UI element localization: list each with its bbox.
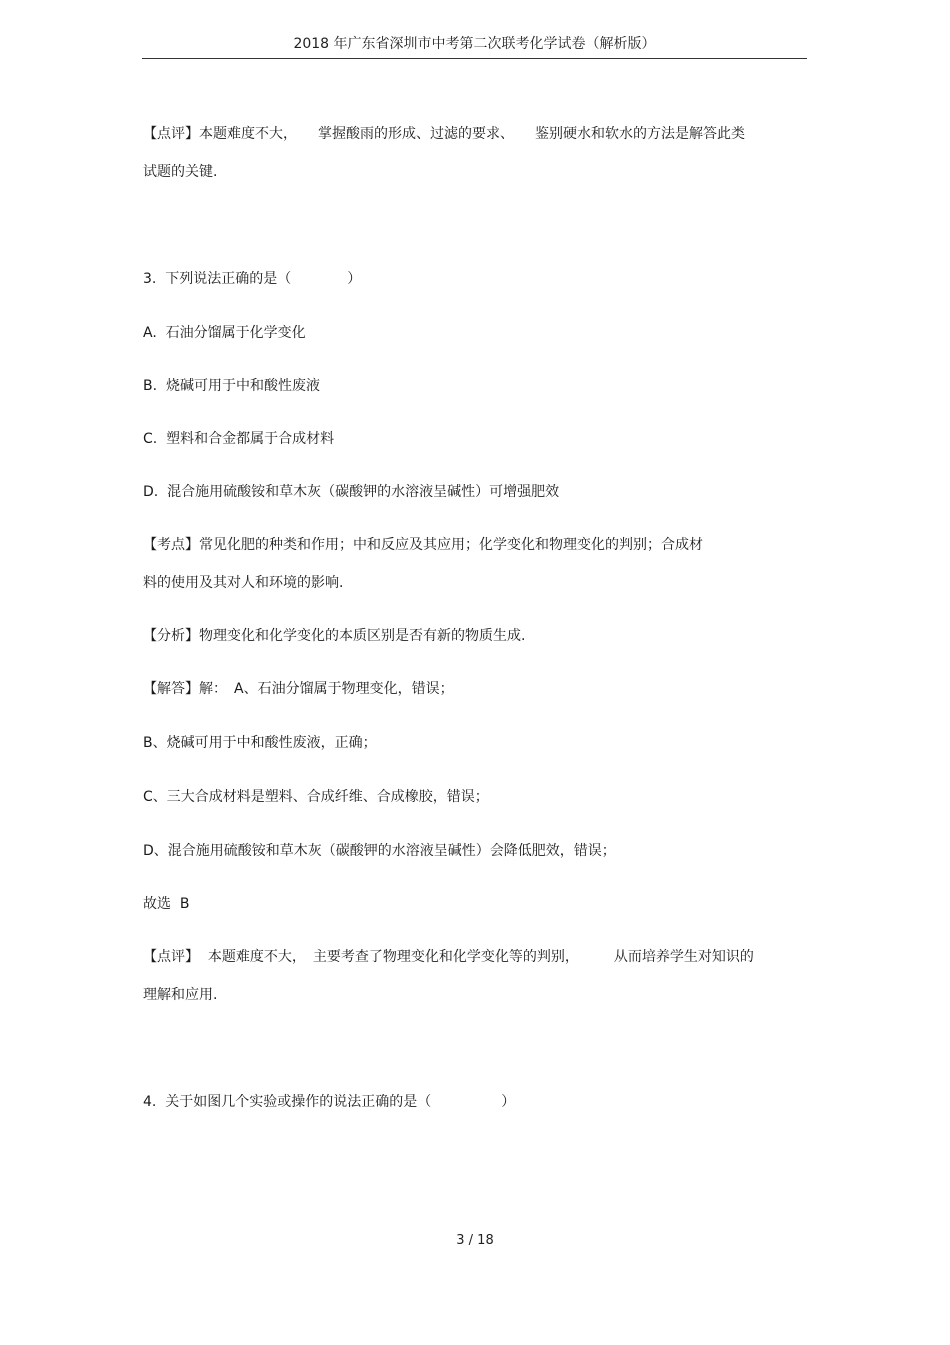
knowledge-point-line-1: 【考点】常见化肥的种类和作用；中和反应及其应用；化学变化和物理变化的判别；合成材 bbox=[143, 537, 703, 553]
question-3-option-b: B. 烧碱可用于中和酸性废液 bbox=[143, 378, 320, 394]
question-3-stem: 3. 下列说法正确的是（ ） bbox=[143, 271, 362, 287]
question-3-option-c: C. 塑料和合金都属于合成材料 bbox=[143, 431, 335, 447]
question-4-stem: 4. 关于如图几个实验或操作的说法正确的是（ ） bbox=[143, 1094, 516, 1110]
comment-2-line-1: 【点评】 本题难度不大， 主要考查了物理变化和化学变化等的判别， 从而培养学生对知识的 bbox=[143, 949, 754, 965]
comment-line-2: 试题的关键. bbox=[143, 164, 218, 180]
answer-line-a: 【解答】解： A、石油分馏属于物理变化，错误； bbox=[143, 681, 454, 697]
knowledge-point-line-2: 料的使用及其对人和环境的影响. bbox=[143, 575, 344, 591]
answer-choice: 故选 B bbox=[143, 896, 190, 912]
page-number: 3 / 18 bbox=[456, 1233, 494, 1248]
answer-line-c: C、三大合成材料是塑料、合成纤维、合成橡胶，错误； bbox=[143, 789, 489, 805]
comment-line-1: 【点评】本题难度不大， 掌握酸雨的形成、过滤的要求、 鉴别硬水和软水的方法是解答此类 bbox=[143, 126, 745, 142]
header-divider bbox=[142, 58, 807, 59]
page-header-title: 2018 年广东省深圳市中考第二次联考化学试卷（解析版） bbox=[293, 36, 656, 52]
question-3-option-a: A. 石油分馏属于化学变化 bbox=[143, 325, 306, 341]
question-3-option-d: D. 混合施用硫酸铵和草木灰（碳酸钾的水溶液呈碱性）可增强肥效 bbox=[143, 484, 560, 500]
answer-line-d: D、混合施用硫酸铵和草木灰（碳酸钾的水溶液呈碱性）会降低肥效，错误； bbox=[143, 843, 616, 859]
analysis-line: 【分析】物理变化和化学变化的本质区别是否有新的物质生成. bbox=[143, 628, 526, 644]
answer-line-b: B、烧碱可用于中和酸性废液，正确； bbox=[143, 735, 377, 751]
comment-2-line-2: 理解和应用. bbox=[143, 987, 218, 1003]
